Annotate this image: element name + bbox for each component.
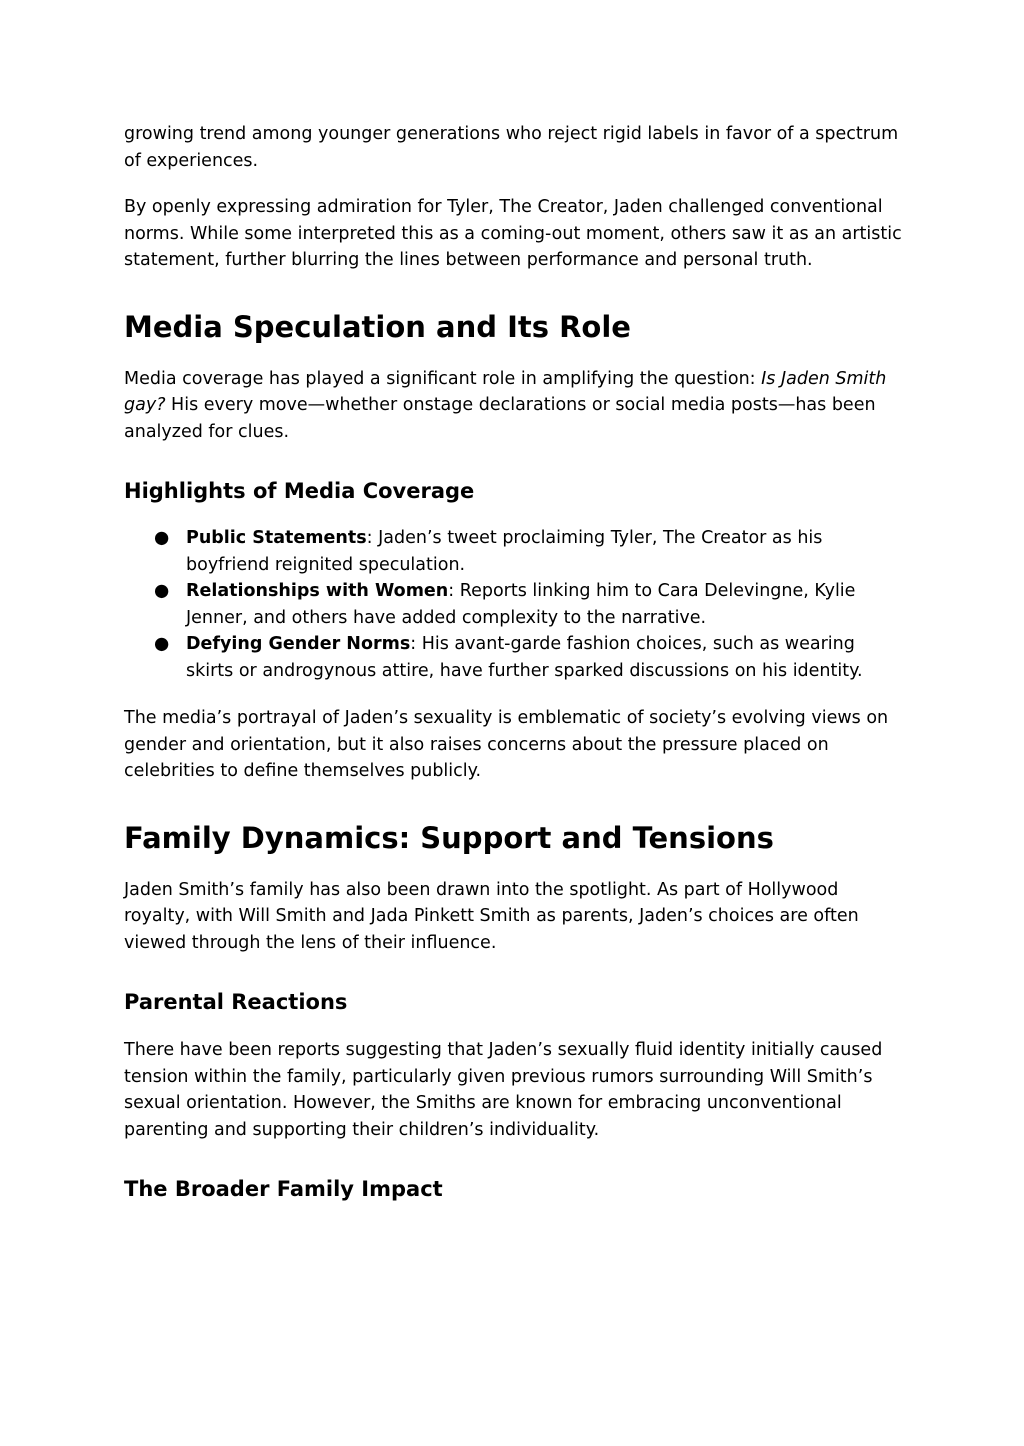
media-coverage-text: Media coverage has played a significant role in amplifying the question: [124,368,762,389]
broader-impact-heading: The Broader Family Impact [124,1177,443,1201]
parental-paragraph: There have been reports suggesting that Jaden’s sexually fluid identity initially caused tension within the family, particularly given previous rumors surrounding Will Smith’s sexual orientation. However, the Smiths are known for embracing unconventional parenting and supporting their children’s individuality. [124,1040,883,1140]
media-speculation-heading: Media Speculation and Its Role [124,309,631,344]
media-coverage-question: Is Jaden Smith gay? [124,368,887,415]
list-item [124,525,904,578]
media-coverage-paragraph [124,366,904,446]
list-item [124,631,904,684]
list-item-label: Relationships with Women [186,581,449,601]
highlights-heading: Highlights of Media Coverage [124,479,475,503]
admiration-paragraph: By openly expressing admiration for Tyler, The Creator, Jaden challenged conventional norms. While some interpreted this as a coming-out moment, others saw it as an artistic statement, further blurring the lines between performance and personal truth. [124,197,902,270]
list-item-text: : Jaden’s tweet proclaiming Tyler, The Creator as his boyfriend reignited speculation. [186,528,823,575]
media-coverage-text-end: His every move—whether onstage declarations or social media posts—has been analyzed for clues. [124,395,876,442]
list-item-text: : Reports linking him to Cara Delevingne, Kylie Jenner, and others have added complexity to the narrative. [186,581,856,628]
list-item-label: Defying Gender Norms [186,634,411,654]
bullet-icon: ● [154,581,170,601]
bullet-icon: ● [154,634,170,654]
highlights-list [124,525,904,684]
family-dynamics-heading: Family Dynamics: Support and Tensions [124,820,774,855]
list-item-label: Public Statements [186,528,367,548]
list-item [124,578,904,631]
list-item-text: : His avant-garde fashion choices, such as wearing skirts or androgynous attire, have further sparked discussions on his identity. [186,634,863,681]
bullet-icon: ● [154,528,170,548]
parental-reactions-heading: Parental Reactions [124,990,348,1014]
intro-continuation-paragraph: growing trend among younger generations who reject rigid labels in favor of a spectrum of experiences. [124,124,899,171]
document-page [124,121,904,1204]
family-paragraph: Jaden Smith’s family has also been drawn into the spotlight. As part of Hollywood royalty, with Will Smith and Jada Pinkett Smith as parents, Jaden’s choices are often viewed through the lens of their influence. [124,879,859,953]
portrayal-paragraph: The media’s portrayal of Jaden’s sexuality is emblematic of society’s evolving views on gender and orientation, but it also raises concerns about the pressure placed on celebrities to define themselves publicly. [124,708,889,781]
